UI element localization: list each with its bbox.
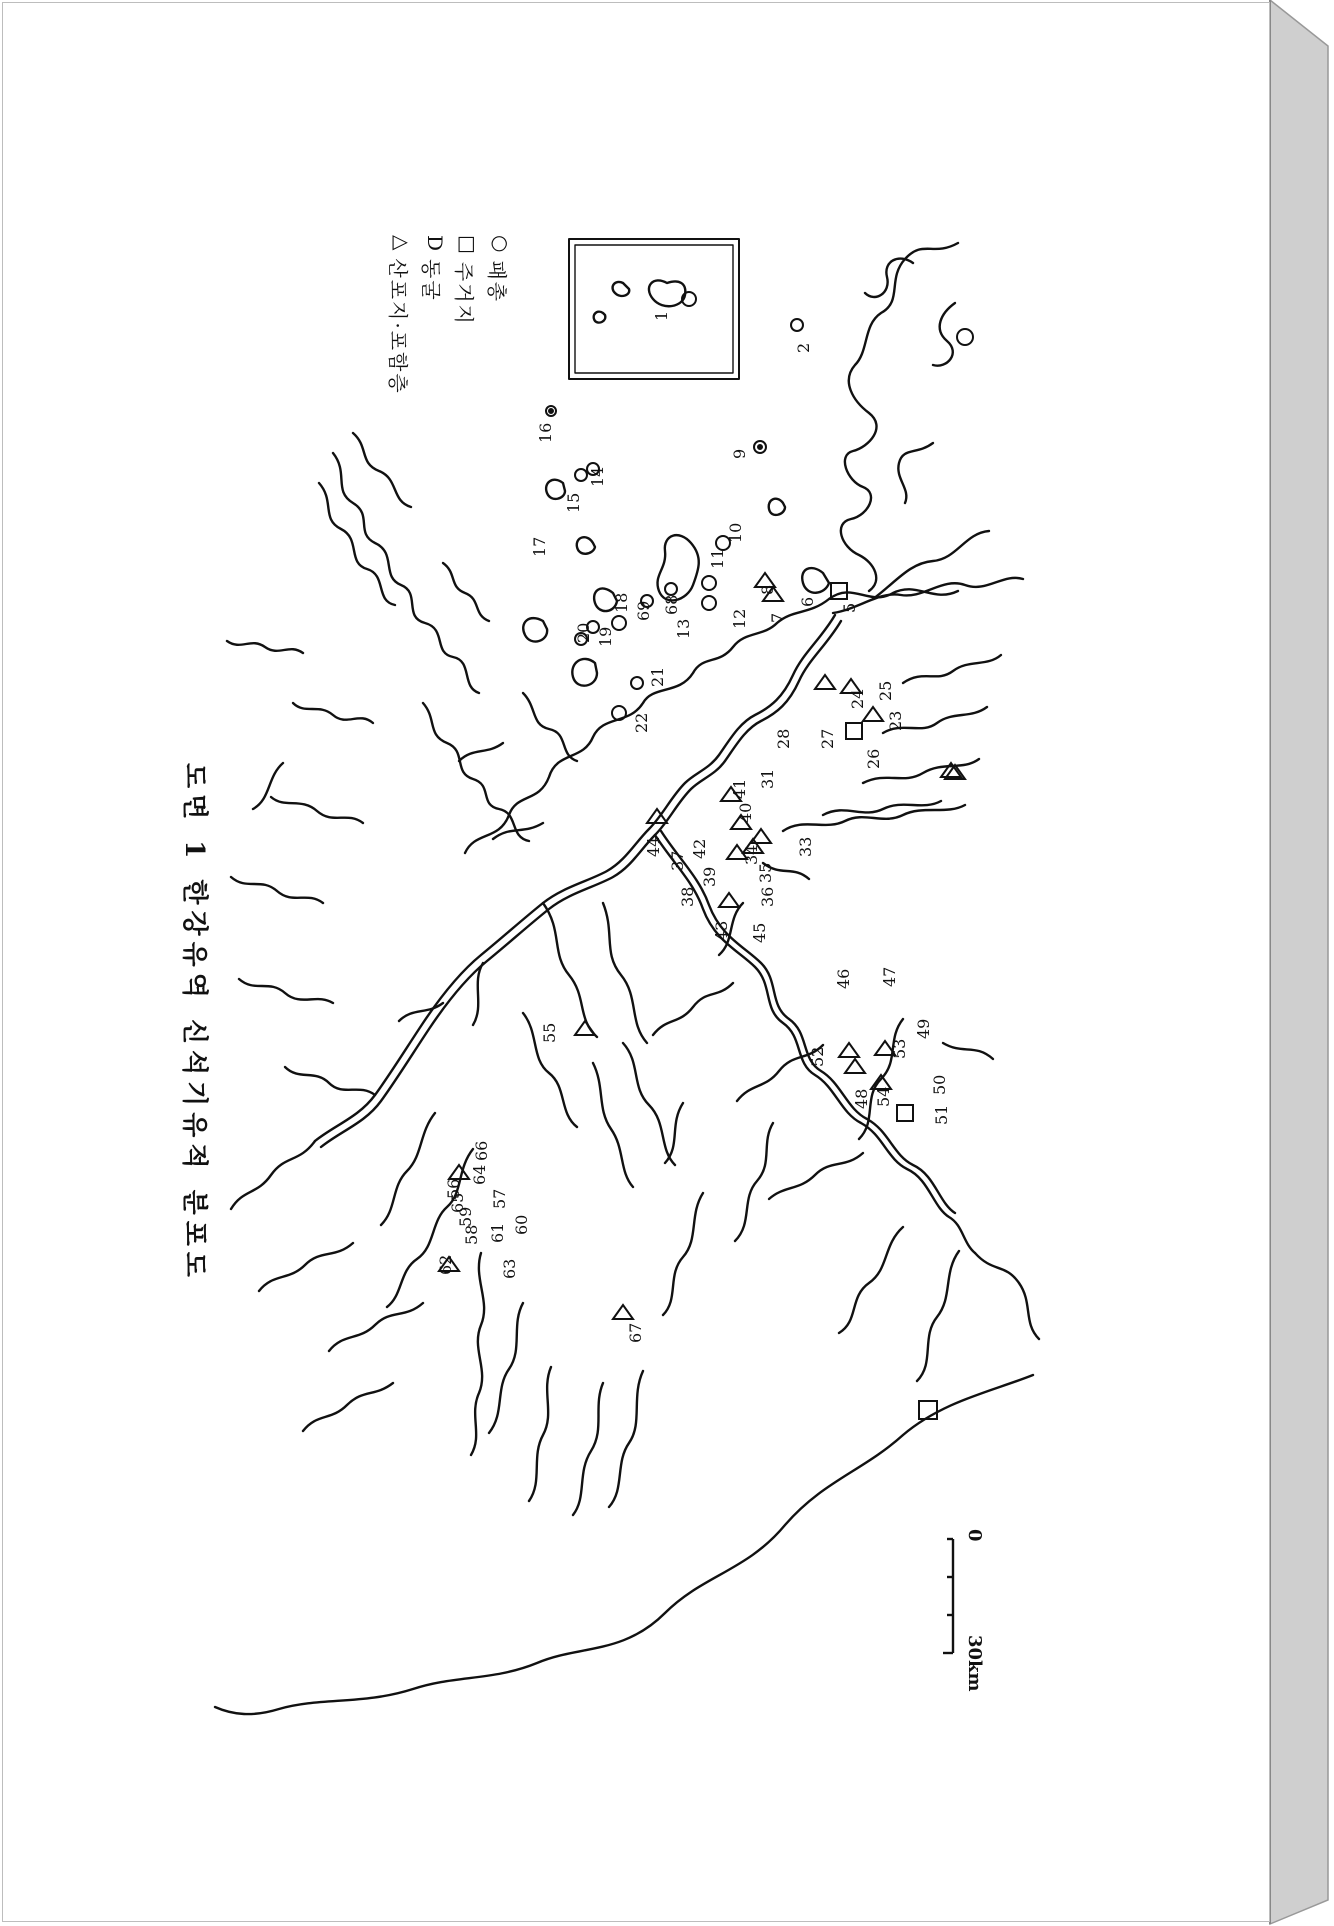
site-number: 66 <box>472 1140 491 1161</box>
site-number: 55 <box>540 1022 559 1043</box>
site-number: 18 <box>612 592 631 613</box>
site-number: 56 <box>444 1178 463 1199</box>
site-number: 36 <box>758 886 777 907</box>
site-number: 64 <box>470 1164 489 1185</box>
legend-item-scatter <box>385 235 414 395</box>
site-number: 62 <box>436 1254 455 1275</box>
site-number: 1 <box>652 310 671 321</box>
book-page <box>2 2 1270 1922</box>
site-number: 31 <box>758 768 777 789</box>
site-number: 57 <box>490 1188 509 1209</box>
site-number: 8 <box>758 584 777 595</box>
scale-end-label: 30km <box>964 1635 985 1692</box>
legend-item-dwelling <box>451 235 480 395</box>
site-number: 5 <box>840 602 859 613</box>
scale-bar <box>943 1539 953 1653</box>
legend-item-shell-midden <box>484 235 513 395</box>
site-number: 60 <box>512 1214 531 1235</box>
legend-label: 주거지 <box>452 261 476 326</box>
figure-caption: 도면 1 한강유역 신석기유적 분포도 <box>179 763 209 1283</box>
site-number: 2 <box>794 342 813 353</box>
site-number: 48 <box>852 1088 871 1109</box>
legend-label: 산포지·포함층 <box>386 258 410 395</box>
site-number: 28 <box>774 728 793 749</box>
site-number: 47 <box>880 966 899 987</box>
site-number: 63 <box>500 1258 519 1279</box>
site-number: 42 <box>690 838 709 859</box>
site-number: 38 <box>678 886 697 907</box>
site-number: 12 <box>730 608 749 629</box>
site-number: 13 <box>674 618 693 639</box>
site-number: 68 <box>662 594 681 615</box>
legend <box>385 235 513 395</box>
site-number: 69 <box>634 600 653 621</box>
site-number: 41 <box>730 778 749 799</box>
site-number: 33 <box>796 836 815 857</box>
legend-label: 패총 <box>485 260 509 304</box>
site-number: 65 <box>448 1192 467 1213</box>
site-number: 15 <box>564 492 583 513</box>
site-number: 27 <box>818 728 837 749</box>
site-number: 11 <box>708 548 727 569</box>
site-number: 52 <box>808 1046 827 1067</box>
site-number: 26 <box>864 748 883 769</box>
site-number: 17 <box>530 536 549 557</box>
legend-label: 동굴 <box>419 259 443 302</box>
site-number: 61 <box>488 1222 507 1243</box>
site-number: 49 <box>914 1018 933 1039</box>
site-number: 20 <box>574 622 593 643</box>
site-number: 67 <box>626 1322 645 1343</box>
site-number: 54 <box>874 1086 893 1107</box>
site-number: 34 <box>742 844 761 865</box>
site-number: 22 <box>632 712 651 733</box>
site-number: 46 <box>834 968 853 989</box>
site-number: 7 <box>768 612 787 623</box>
site-number: 51 <box>932 1104 951 1125</box>
site-number: 43 <box>712 920 731 941</box>
site-number: 21 <box>648 666 667 687</box>
book-page-edge <box>1268 0 1332 1926</box>
site-number: 44 <box>644 836 663 857</box>
site-number: 53 <box>890 1038 909 1059</box>
cave-icon: D <box>423 235 447 254</box>
site-number: 35 <box>756 862 775 883</box>
site-number: 50 <box>930 1074 949 1095</box>
site-number: 59 <box>456 1206 475 1227</box>
triangle-icon: △ <box>390 235 414 253</box>
square-icon: □ <box>456 235 480 256</box>
site-number: 14 <box>588 466 607 487</box>
site-number: 10 <box>726 522 745 543</box>
site-number: 39 <box>700 866 719 887</box>
site-number: 58 <box>462 1224 481 1245</box>
site-number: 16 <box>536 422 555 443</box>
legend-item-cave <box>418 235 447 395</box>
site-number: 19 <box>596 626 615 647</box>
scale-start-label: 0 <box>964 1529 985 1542</box>
site-number: 6 <box>798 596 817 607</box>
site-number: 23 <box>886 710 905 731</box>
site-number: 25 <box>876 680 895 701</box>
circle-icon: ○ <box>489 235 513 255</box>
site-number: 45 <box>750 922 769 943</box>
site-number: 24 <box>848 688 867 709</box>
site-number: 9 <box>730 448 749 459</box>
east-coastline <box>215 1375 1033 1714</box>
site-number: 37 <box>668 850 687 871</box>
site-number: 40 <box>736 802 755 823</box>
